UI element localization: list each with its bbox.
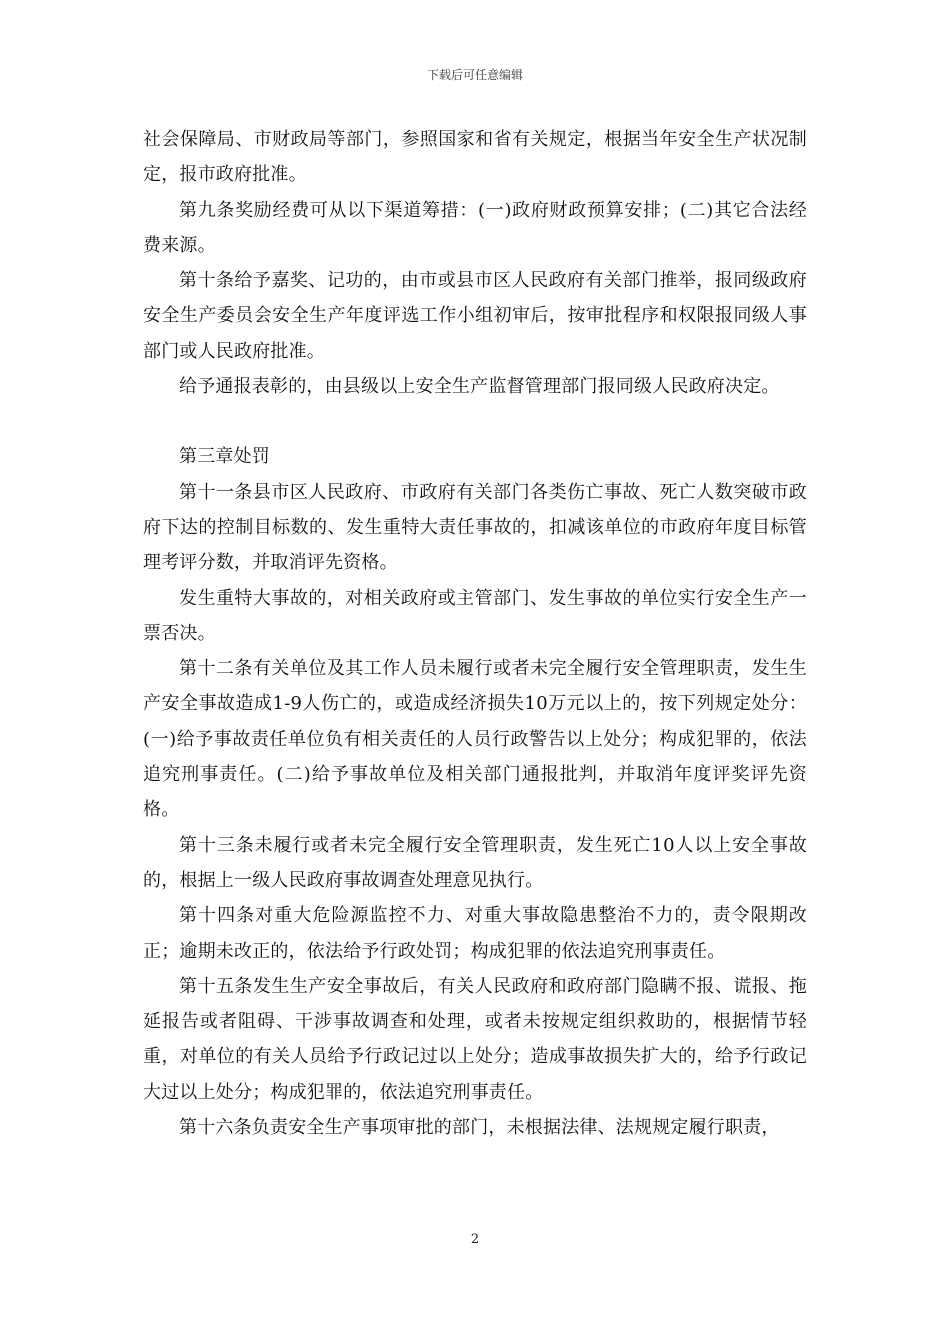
paragraph-continuation: 社会保障局、市财政局等部门，参照国家和省有关规定，根据当年安全生产状况制定，报市政府批准。: [143, 129, 807, 186]
paragraph-article-12: 第十二条有关单位及其工作人员未履行或者未完全履行安全管理职责，发生生产安全事故造成1-9人伤亡的，或造成经济损失10万元以上的，按下列规定处分：(一)给予事故责任单位负有相关责任的人员行政警告以上处分；构成犯罪的，依法追究刑事责任。(二)给予事故单位及相关部门通报批判，并取消年度评奖评先资格。: [143, 658, 807, 821]
section-spacer: [143, 404, 807, 439]
paragraph-article-14: 第十四条对重大危险源监控不力、对重大事故隐患整治不力的，责令限期改正；逾期未改正的，依法给予行政处罚；构成犯罪的依法追究刑事责任。: [143, 905, 807, 962]
paragraph-article-16: 第十六条负责安全生产事项审批的部门，未根据法律、法规规定履行职责，: [179, 1117, 780, 1139]
paragraph-commendation: 给予通报表彰的，由县级以上安全生产监督管理部门报同级人民政府决定。: [179, 376, 780, 398]
paragraph-article-10: 第十条给予嘉奖、记功的，由市或县市区人民政府有关部门推举，报同级政府安全生产委员会安全生产年度评选工作小组初审后，按审批程序和权限报同级人事部门或人民政府批准。: [143, 270, 807, 362]
paragraph-article-11: 第十一条县市区人民政府、市政府有关部门各类伤亡事故、死亡人数突破市政府下达的控制目标数的、发生重特大责任事故的，扣减该单位的市政府年度目标管理考评分数，并取消评先资格。: [143, 481, 807, 574]
paragraph-article-9: 第九条奖励经费可从以下渠道筹措：(一)政府财政预算安排；(二)其它合法经费来源。: [143, 199, 807, 256]
paragraph-veto: 发生重特大事故的，对相关政府或主管部门、发生事故的单位实行安全生产一票否决。: [143, 587, 807, 644]
paragraph-article-13: 第十三条未履行或者未完全履行安全管理职责，发生死亡10人以上安全事故的，根据上一级人民政府事故调查处理意见执行。: [143, 834, 807, 891]
chapter-heading: 第三章处罚: [179, 446, 270, 468]
paragraph-article-15: 第十五条发生生产安全事故后，有关人民政府和政府部门隐瞒不报、谎报、拖延报告或者阻碍、干涉事故调查和处理，或者未按规定组织救助的，根据情节轻重，对单位的有关人员给予行政记过以上处分；造成事故损失扩大的，给予行政记大过以上处分；构成犯罪的，依法追究刑事责任。: [143, 975, 807, 1103]
page-header: 下载后可任意编辑: [426, 68, 523, 82]
document-body: [143, 122, 807, 1145]
page-number: 2: [470, 1232, 480, 1247]
